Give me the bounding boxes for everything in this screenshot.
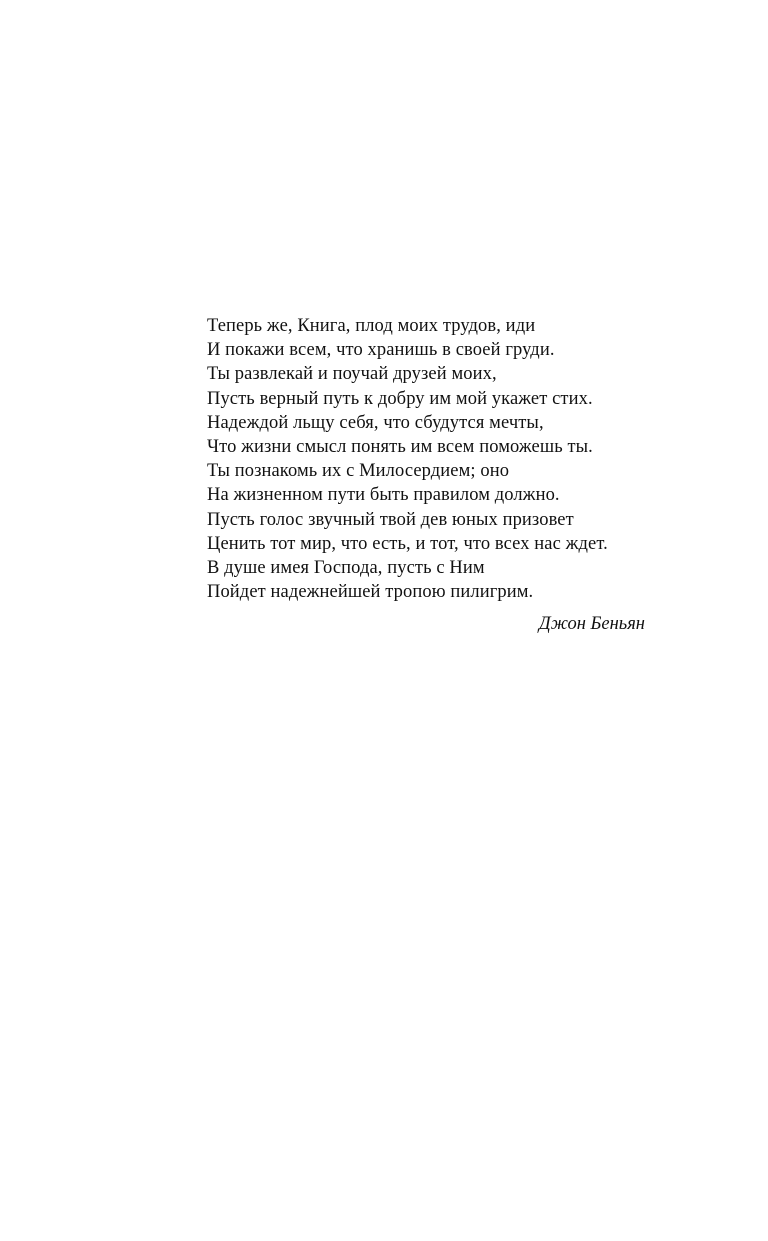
poem-author: Джон Беньян: [538, 614, 645, 634]
poem-line: В душе имея Господа, пусть с Ним: [207, 558, 485, 579]
poem-line: Пусть верный путь к добру им мой укажет стих.: [207, 388, 593, 409]
poem-line: Ценить тот мир, что есть, и тот, что всех нас ждет.: [207, 533, 608, 554]
poem-line: Пойдет надежнейшей тропою пилигрим.: [207, 582, 534, 603]
epigraph-poem: [207, 314, 667, 604]
poem-line: Надеждой льщу себя, что сбудутся мечты,: [207, 412, 544, 433]
poem-line: Теперь же, Книга, плод моих трудов, иди: [207, 316, 536, 336]
poem-line: На жизненном пути быть правилом должно.: [207, 485, 560, 506]
poem-line: Ты развлекай и поучай друзей моих,: [207, 364, 497, 385]
poem-line: Пусть голос звучный твой дев юных призовет: [207, 509, 574, 530]
poem-line: Ты познакомь их с Милосердием; оно: [207, 461, 510, 482]
poem-line: Что жизни смысл понять им всем поможешь ты.: [207, 437, 593, 458]
poem-line: И покажи всем, что хранишь в своей груди.: [207, 340, 555, 361]
